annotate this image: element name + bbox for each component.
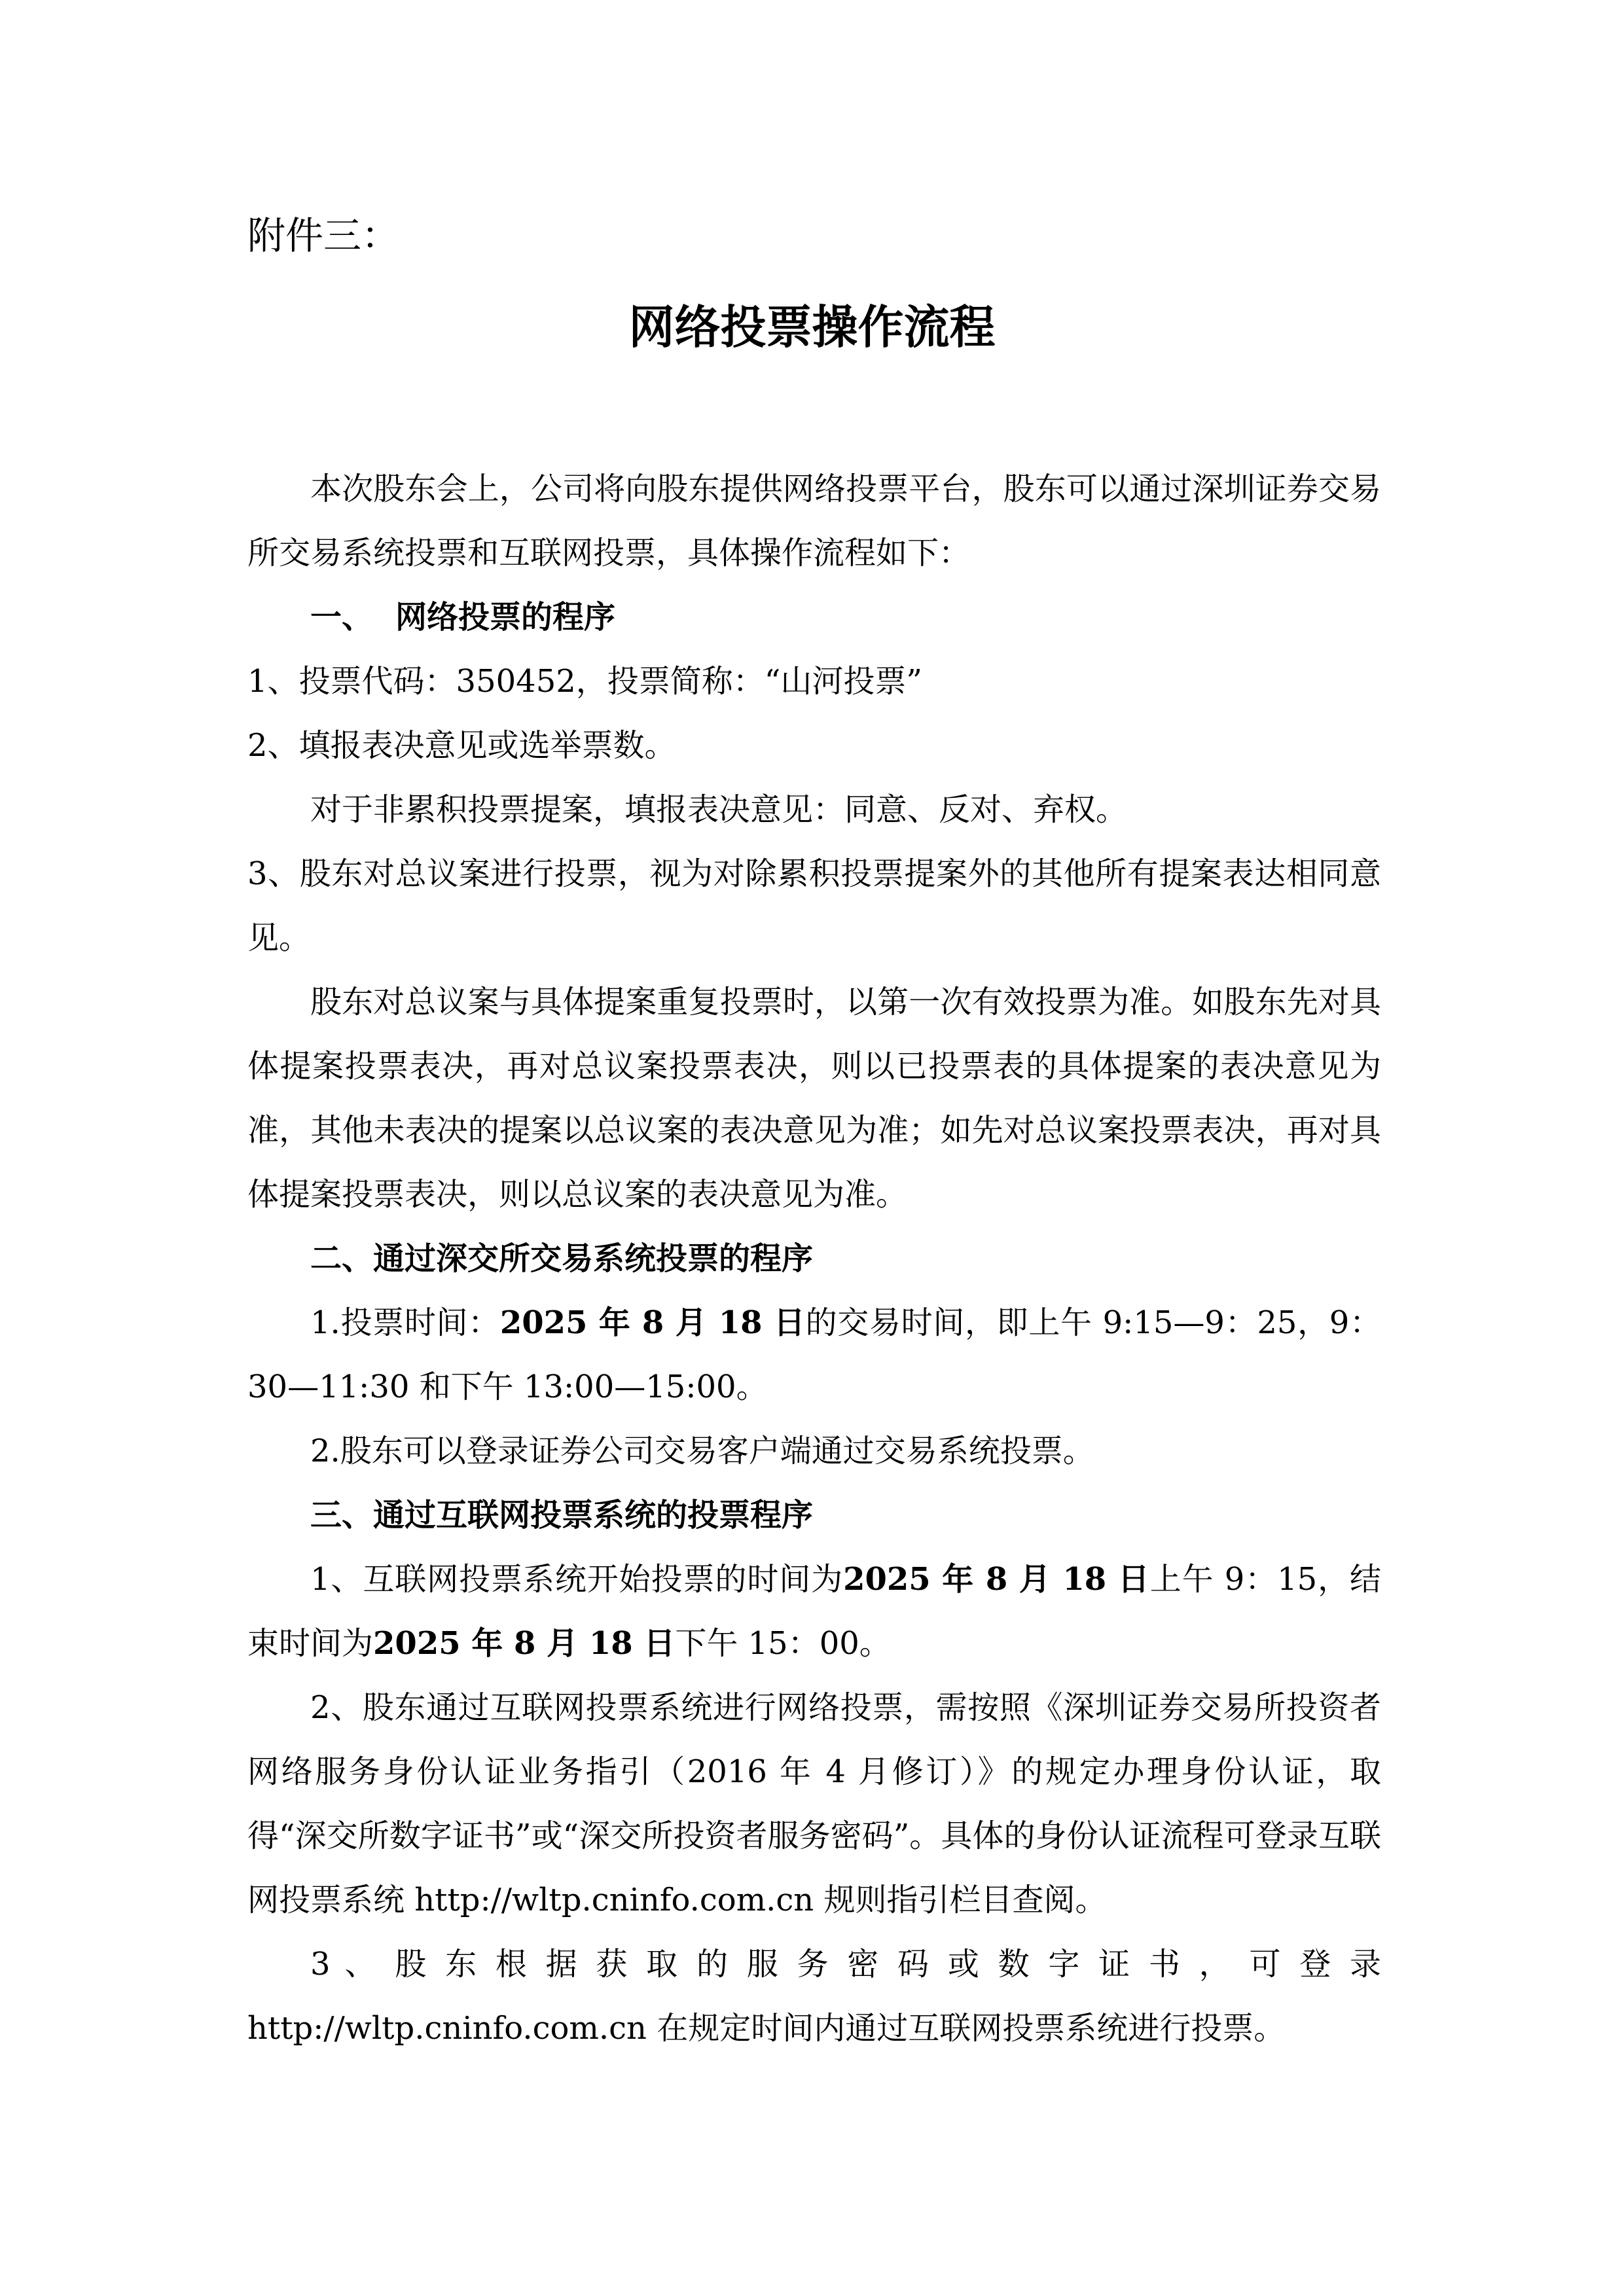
section1-heading: [247, 585, 1381, 649]
section2-item1-suffix: 的交易时间，即上午 9:15—9：25，9：30—11:30 和下午 13:00—15:00。: [247, 1304, 1381, 1405]
section1-item3: 3、股东对总议案进行投票，视为对除累积投票提案外的其他所有提案表达相同意见。: [247, 855, 1381, 956]
section2-item2: 2.股东可以登录证券公司交易客户端通过交易系统投票。: [310, 1433, 1094, 1469]
section2-heading: 二、通过深交所交易系统投票的程序: [310, 1240, 814, 1277]
section1-item2-detail: 对于非累积投票提案，填报表决意见：同意、反对、弃权。: [310, 791, 1128, 828]
annex-label: 附件三：: [247, 213, 400, 258]
document-body: [247, 457, 1381, 2060]
document-title: 网络投票操作流程: [628, 300, 996, 354]
section2-item1-prefix: 1.投票时间：: [310, 1304, 500, 1341]
section3-item3-line2: http://wltp.cninfo.com.cn 在规定时间内通过互联网投票系统进行投票。: [247, 2010, 1286, 2047]
section3-item1-suffix: 下午 15：00。: [675, 1625, 891, 1662]
section2-item1: [247, 1291, 1381, 1419]
section3-item1: [247, 1547, 1381, 1676]
section3-item2: 2、股东通过互联网投票系统进行网络投票，需按照《深圳证券交易所投资者网络服务身份认证业务指引（2016 年 4 月修订）》的规定办理身份认证，取得“深交所数字证书”或“深交所投资者服务密码”。具体的身份认证流程可登录互联网投票系统 http://wltp.cninfo.com.cn 规则指引栏目查阅。: [247, 1689, 1381, 1918]
section3-item3-line1: 3 、 股 东 根 据 获 取 的 服 务 密 码 或 数 字 证 书 ， 可 登 录: [310, 1946, 1381, 1982]
section3-item1-prefix: 1、互联网投票系统开始投票的时间为: [310, 1561, 844, 1598]
section3-item1-date1: 2025 年 8 月 18 日: [843, 1561, 1150, 1598]
section1-title: 网络投票的程序: [395, 599, 616, 636]
section1-item1: 1、投票代码：350452，投票简称：“山河投票”: [247, 663, 922, 700]
section2-item1-date: 2025 年 8 月 18 日: [499, 1304, 806, 1341]
section3-item1-mid: 上午 9：15，结束时间为: [247, 1561, 1381, 1662]
intro-paragraph: 本次股东会上，公司将向股东提供网络投票平台，股东可以通过深圳证券交易所交易系统投票和互联网投票，具体操作流程如下：: [247, 471, 1381, 571]
section1-number: 一、: [310, 599, 374, 636]
section3-heading: 三、通过互联网投票系统的投票程序: [310, 1497, 814, 1534]
section3-item1-date2: 2025 年 8 月 18 日: [373, 1625, 676, 1662]
section1-item2: 2、填报表决意见或选举票数。: [247, 727, 676, 764]
section1-item3-detail: 股东对总议案与具体提案重复投票时，以第一次有效投票为准。如股东先对具体提案投票表决，再对总议案投票表决，则以已投票表的具体提案的表决意见为准，其他未表决的提案以总议案的表决意见为准；如先对总议案投票表决，再对具体提案投票表决，则以总议案的表决意见为准。: [247, 984, 1381, 1213]
